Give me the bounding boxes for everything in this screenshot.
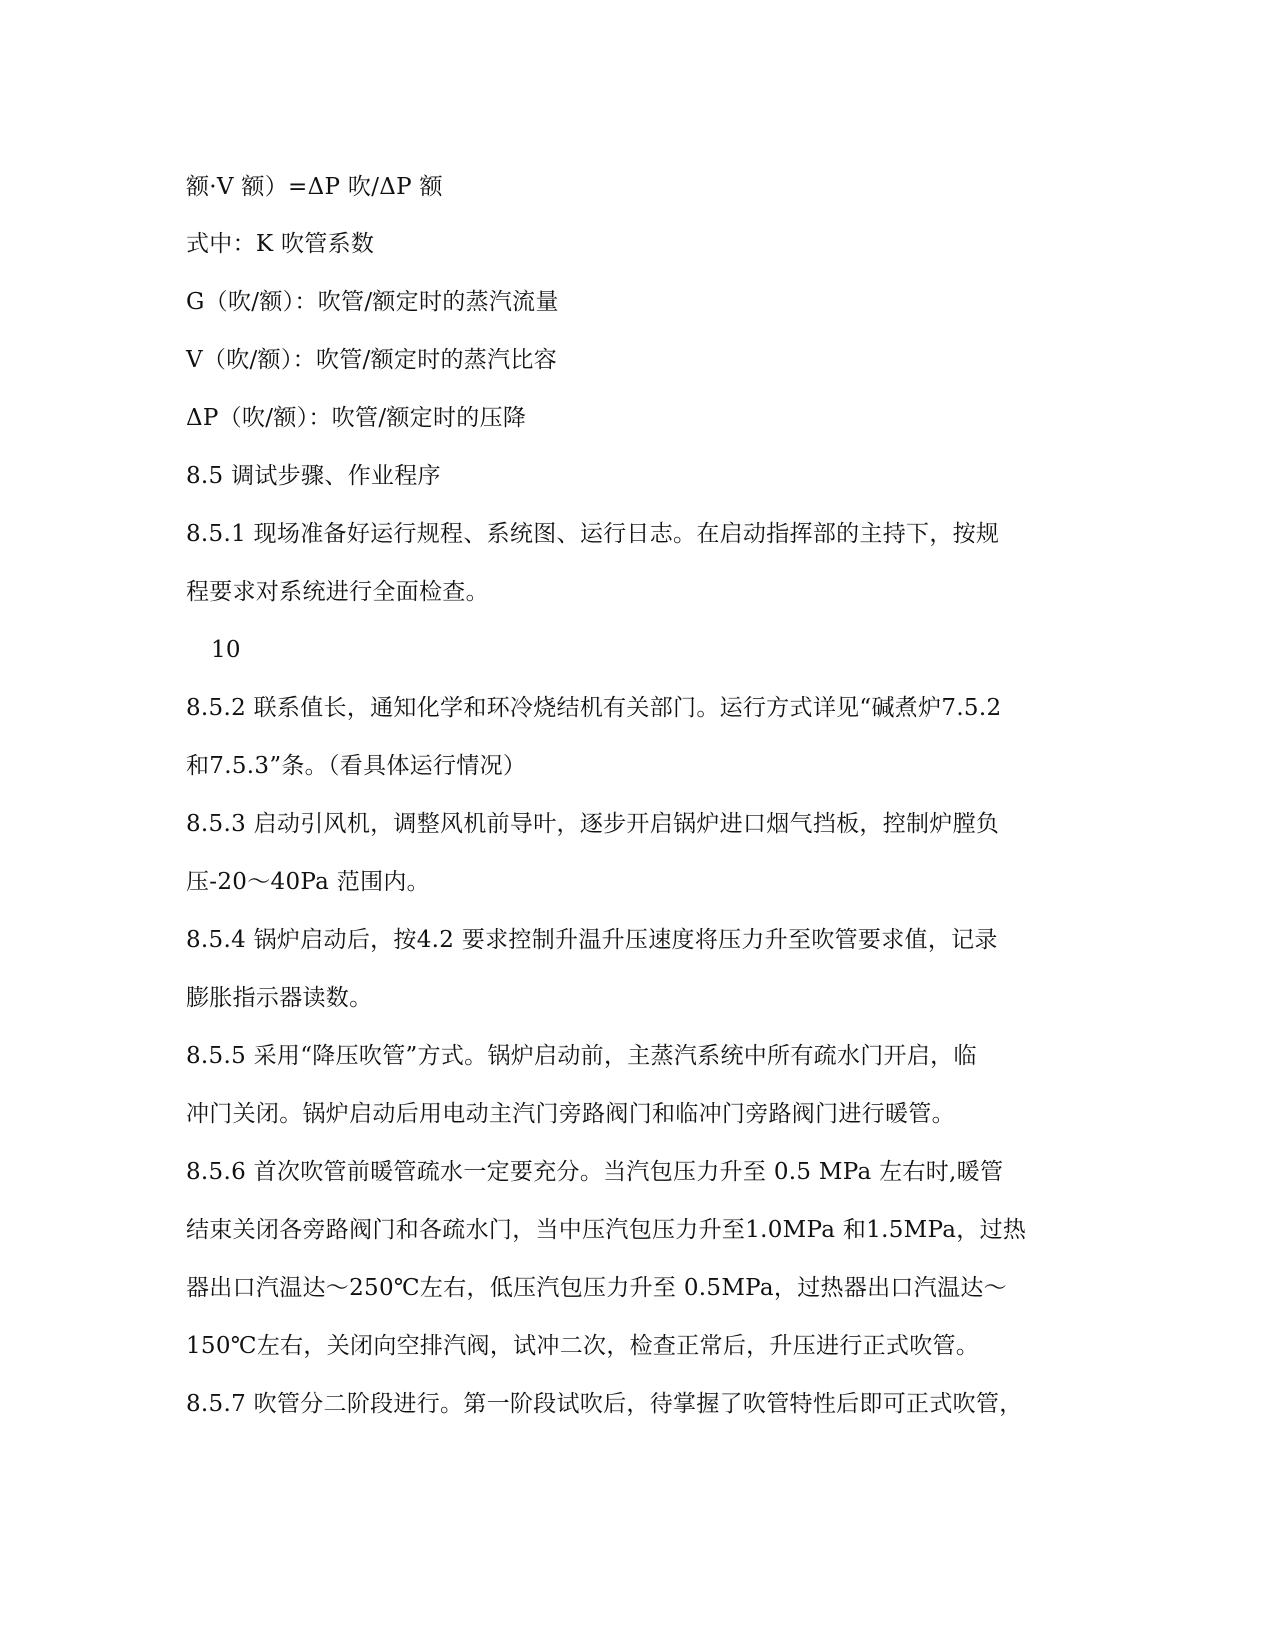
section-heading-8-5: 8.5 调试步骤、作业程序 <box>186 463 441 489</box>
paragraph-8-5-3-line-1: 8.5.3 启动引风机，调整风机前导叶，逐步开启锅炉进口烟气挡板，控制炉膛负 <box>186 811 1000 837</box>
paragraph-8-5-3-line-2: 压-20～40Pa 范围内。 <box>186 869 430 895</box>
paragraph-8-5-2-line-2: 和7.5.3”条。（看具体运行情况） <box>186 753 527 779</box>
paragraph-8-5-2-line-1: 8.5.2 联系值长，通知化学和环冷烧结机有关部门。运行方式详见“碱煮炉7.5.2 <box>186 695 1002 721</box>
definition-dp: ΔP（吹/额）：吹管/额定时的压降 <box>186 405 527 431</box>
paragraph-8-5-1-line-2: 程要求对系统进行全面检查。 <box>186 579 489 605</box>
paragraph-8-5-6-line-4: 150℃左右，关闭向空排汽阀，试冲二次，检查正常后，升压进行正式吹管。 <box>186 1333 980 1359</box>
paragraph-8-5-4-line-1: 8.5.4 锅炉启动后，按4.2 要求控制升温升压速度将压力升至吹管要求值，记录 <box>186 927 998 953</box>
paragraph-8-5-1-line-1: 8.5.1 现场准备好运行规程、系统图、运行日志。在启动指挥部的主持下，按规 <box>186 521 1000 547</box>
paragraph-8-5-7-line-1: 8.5.7 吹管分二阶段进行。第一阶段试吹后，待掌握了吹管特性后即可正式吹管， <box>186 1391 1023 1417</box>
definition-g: G（吹/额）：吹管/额定时的蒸汽流量 <box>186 289 559 315</box>
paragraph-8-5-6-line-3: 器出口汽温达～250℃左右，低压汽包压力升至 0.5MPa，过热器出口汽温达～ <box>186 1275 1007 1301</box>
definition-v: V（吹/额）：吹管/额定时的蒸汽比容 <box>186 347 558 373</box>
paragraph-8-5-5-line-2: 冲门关闭。锅炉启动后用电动主汽门旁路阀门和临冲门旁路阀门进行暖管。 <box>186 1101 955 1127</box>
paragraph-8-5-5-line-1: 8.5.5 采用“降压吹管”方式。锅炉启动前，主蒸汽系统中所有疏水门开启，临 <box>186 1043 977 1069</box>
paragraph-8-5-6-line-2: 结束关闭各旁路阀门和各疏水门，当中压汽包压力升至1.0MPa 和1.5MPa，过热 <box>186 1217 1027 1243</box>
page-number: 10 <box>211 637 241 663</box>
formula-where-line: 式中：K 吹管系数 <box>186 231 375 257</box>
paragraph-8-5-4-line-2: 膨胀指示器读数。 <box>186 985 373 1011</box>
paragraph-8-5-6-line-1: 8.5.6 首次吹管前暖管疏水一定要充分。当汽包压力升至 0.5 MPa 左右时,暖管 <box>186 1159 1004 1185</box>
formula-line: 额·V 额）=ΔP 吹/ΔP 额 <box>186 174 443 200</box>
